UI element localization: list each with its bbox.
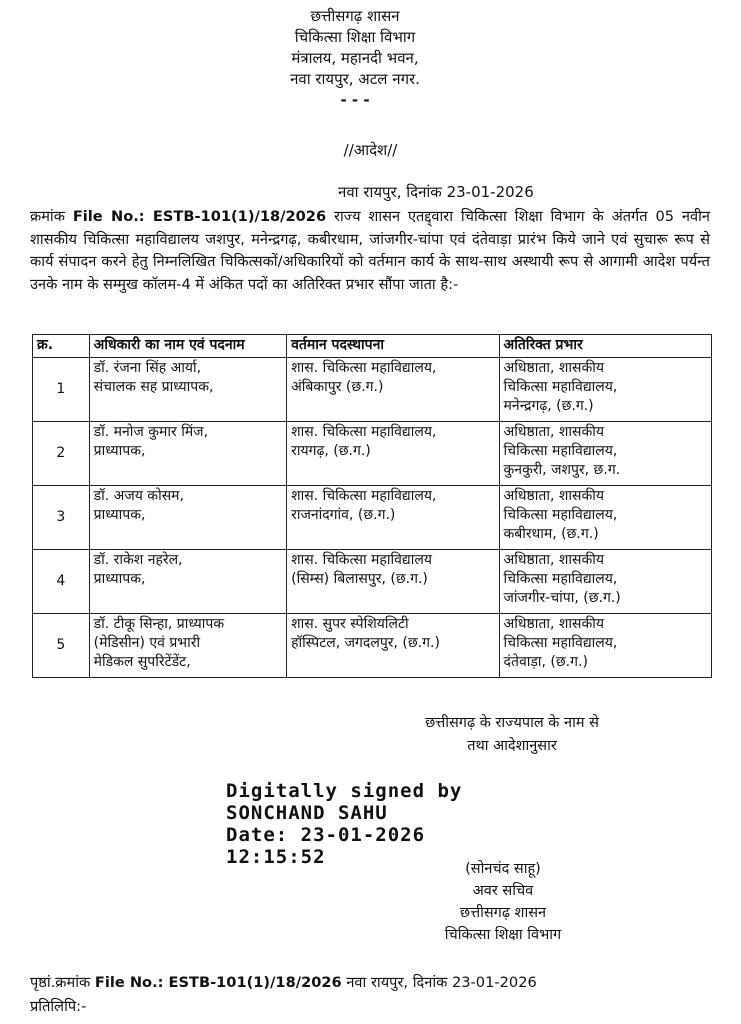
cell-serial: 4: [33, 550, 90, 614]
endorsement-label: पृष्ठां.क्रमांक: [30, 974, 91, 991]
table-row: [33, 358, 712, 422]
cell-charge: अधिष्ठाता, शासकीय चिकित्सा महाविद्यालय, कुनकुरी, जशपुर, छ.ग.: [499, 422, 711, 486]
signer-designation: अवर सचिव: [472, 883, 534, 899]
cell-serial: 1: [33, 358, 90, 422]
cell-officer: डॉ. रंजना सिंह आर्या, संचालक सह प्राध्यापक,: [89, 358, 286, 422]
dsig-line-2: SONCHAND SAHU: [226, 802, 388, 824]
cell-charge: अधिष्ठाता, शासकीय चिकित्सा महाविद्यालय, दंतेवाड़ा, (छ.ग.): [499, 614, 711, 678]
col-header-charge: अतिरिक्त प्रभार: [499, 335, 711, 358]
cell-serial: 3: [33, 486, 90, 550]
digital-signature: [226, 780, 462, 868]
signer-org-2: चिकित्सा शिक्षा विभाग: [444, 927, 562, 943]
header-department: चिकित्सा शिक्षा विभाग: [294, 28, 416, 46]
dsig-line-3: Date: 23-01-2026: [226, 824, 426, 846]
dsig-line-4: 12:15:52: [226, 846, 326, 868]
endorsement-line: [30, 972, 537, 992]
closing-block: [392, 712, 632, 758]
cell-officer: डॉ. मनोज कुमार मिंज, प्राध्यापक,: [89, 422, 286, 486]
signer-name: (सोनचंद साहू): [465, 861, 541, 877]
table-row: [33, 614, 712, 678]
endorsement-date: नवा रायपुर, दिनांक 23-01-2026: [346, 974, 537, 991]
dsig-line-1: Digitally signed by: [226, 780, 463, 802]
cell-charge: अधिष्ठाता, शासकीय चिकित्सा महाविद्यालय, जांजगीर-चांपा, (छ.ग.): [499, 550, 711, 614]
cell-officer: डॉ. अजय कोसम, प्राध्यापक,: [89, 486, 286, 550]
col-header-officer: अधिकारी का नाम एवं पदनाम: [89, 335, 286, 358]
endorsement-file: File No.: ESTB-101(1)/18/2026: [94, 974, 342, 991]
order-date: नवा रायपुर, दिनांक 23-01-2026: [338, 183, 534, 201]
table-row: [33, 486, 712, 550]
cell-charge: अधिष्ठाता, शासकीय चिकित्सा महाविद्यालय, कबीरधाम, (छ.ग.): [499, 486, 711, 550]
table-header-row: [33, 335, 712, 358]
cell-posting: शास. चिकित्सा महाविद्यालय, रायगढ़, (छ.ग.): [287, 422, 499, 486]
cell-posting: शास. चिकित्सा महाविद्यालय, राजनांदगांव, (छ.ग.): [287, 486, 499, 550]
order-body-text: राज्य शासन एतद्द्वारा चिकित्सा शिक्षा विभाग के अंतर्गत 05 नवीन शासकीय चिकित्सा महाविद्यालय जशपुर, मनेन्द्रगढ़, कबीरधाम, जांजगीर-चांपा एवं दंतेवाड़ा प्रारंभ किये जाने एवं सुचारू रूप से कार्य संपादन करने हेतु निम्नलिखित चिकित्सकों/अधिकारियों को वर्तमान कार्य के साथ-साथ अस्थायी रूप से आगामी आदेश पर्यन्त उनके नाम के सम्मुख कॉलम-4 में अंकित पदों का अतिरिक्त प्रभार सौंपा जाता है:-: [30, 208, 711, 293]
letterhead: [240, 6, 470, 111]
order-title: //आदेश//: [343, 141, 398, 159]
col-header-serial: क्र.: [33, 335, 90, 358]
closing-line-2: तथा आदेशानुसार: [467, 738, 557, 754]
header-government: छत्तीसगढ़ शासन: [310, 7, 400, 25]
copy-to: प्रतिलिपि:-: [30, 998, 87, 1015]
col-header-posting: वर्तमान पदस्थापना: [287, 335, 499, 358]
cell-serial: 2: [33, 422, 90, 486]
file-number: File No.: ESTB-101(1)/18/2026: [72, 208, 327, 225]
cell-charge: अधिष्ठाता, शासकीय चिकित्सा महाविद्यालय, मनेन्द्रगढ़, (छ.ग.): [499, 358, 711, 422]
header-address-2: नवा रायपुर, अटल नगर.: [290, 70, 420, 88]
closing-line-1: छत्तीसगढ़ के राज्यपाल के नाम से: [425, 715, 599, 731]
header-separator: - - -: [340, 91, 370, 109]
cell-officer: डॉ. टीकू सिन्हा, प्राध्यापक (मेडिसीन) एवं प्रभारी मेडिकल सुपरिटेंडेंट,: [89, 614, 286, 678]
cell-posting: शास. सुपर स्पेशियलिटी हॉस्पिटल, जगदलपुर, (छ.ग.): [287, 614, 499, 678]
order-paragraph: [30, 206, 710, 296]
cell-officer: डॉ. राकेश नहरेल, प्राध्यापक,: [89, 550, 286, 614]
signer-org-1: छत्तीसगढ़ शासन: [459, 905, 547, 921]
charge-table: [32, 334, 712, 678]
ref-label: क्रमांक: [30, 208, 65, 225]
signer-block: [418, 858, 588, 946]
table-row: [33, 422, 712, 486]
table-row: [33, 550, 712, 614]
cell-posting: शास. चिकित्सा महाविद्यालय (सिम्स) बिलासपुर, (छ.ग.): [287, 550, 499, 614]
header-address-1: मंत्रालय, महानदी भवन,: [291, 49, 419, 67]
cell-serial: 5: [33, 614, 90, 678]
cell-posting: शास. चिकित्सा महाविद्यालय, अंबिकापुर (छ.ग.): [287, 358, 499, 422]
